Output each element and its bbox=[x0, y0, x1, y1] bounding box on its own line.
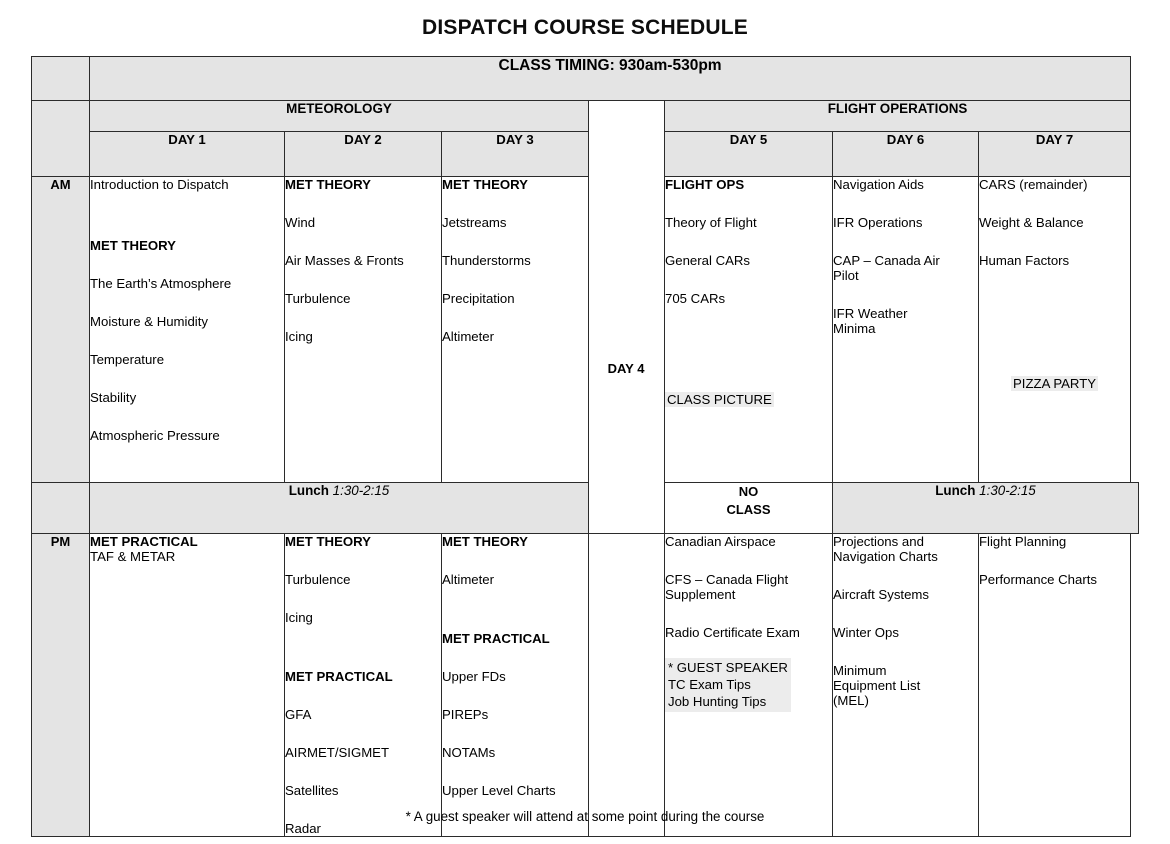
pm-day3-line-6: NOTAMs bbox=[442, 745, 496, 760]
day4-header-spacer bbox=[589, 101, 665, 534]
cell-am-day5 bbox=[665, 177, 833, 483]
cell-am-day6 bbox=[833, 177, 979, 483]
pm-day2-line-8: Radar bbox=[285, 821, 321, 836]
section-header-flight-operations: FLIGHT OPERATIONS bbox=[665, 101, 1131, 132]
am-day1-line-5: Temperature bbox=[90, 352, 165, 367]
cell-pm-day5 bbox=[665, 534, 833, 837]
am-day6-line-4: Pilot bbox=[833, 268, 859, 283]
lunch-time-met: 1:30-2:15 bbox=[332, 483, 390, 498]
pm-day1-line-1: MET PRACTICAL bbox=[90, 534, 198, 549]
row-label-am: AM bbox=[32, 177, 90, 483]
am-day2-line-5: Icing bbox=[285, 329, 313, 344]
am-day7-line-2: Weight & Balance bbox=[979, 215, 1084, 230]
am-day7-spacer bbox=[979, 268, 1130, 376]
class-timing-banner: CLASS TIMING: 930am-530pm bbox=[90, 57, 1131, 101]
cell-pm-day7 bbox=[979, 534, 1131, 837]
am-day3-line-5: Altimeter bbox=[442, 329, 495, 344]
am-day3-line-1: MET THEORY bbox=[442, 177, 528, 192]
am-day1-line-6: Stability bbox=[90, 390, 137, 405]
am-day6-line-1: Navigation Aids bbox=[833, 177, 924, 192]
pm-day5-line-5: * GUEST SPEAKER bbox=[668, 660, 788, 675]
pm-day6-line-4: Winter Ops bbox=[833, 625, 899, 640]
am-day6-line-6: Minima bbox=[833, 321, 876, 336]
am-day2-line-1: MET THEORY bbox=[285, 177, 371, 192]
corner-cell bbox=[32, 57, 90, 101]
pm-day3-line-1: MET THEORY bbox=[442, 534, 528, 549]
lunch-row bbox=[32, 483, 1139, 534]
am-day5-spacer bbox=[665, 306, 832, 392]
pm-day5-spacer bbox=[665, 640, 832, 658]
pm-day6-line-3: Aircraft Systems bbox=[833, 587, 929, 602]
am-day2-line-4: Turbulence bbox=[285, 291, 351, 306]
row-label-lunch-blank bbox=[32, 483, 90, 534]
am-day5-class-picture-wrap bbox=[665, 392, 832, 407]
page-title: DISPATCH COURSE SCHEDULE bbox=[421, 16, 749, 39]
row-label-pm: PM bbox=[32, 534, 90, 837]
am-day5-line-1: FLIGHT OPS bbox=[665, 177, 745, 192]
pm-day2-line-1: MET THEORY bbox=[285, 534, 371, 549]
pm-day5-guest-speaker-block bbox=[665, 658, 791, 712]
pm-day3-line-3: MET PRACTICAL bbox=[442, 631, 550, 646]
pm-day5-line-2: CFS – Canada Flight bbox=[665, 572, 789, 587]
lunch-word-met: Lunch bbox=[288, 483, 329, 498]
pm-day5-line-7: Job Hunting Tips bbox=[668, 694, 767, 709]
corner-cell-2 bbox=[32, 101, 90, 177]
day-header-day3: DAY 3 bbox=[442, 132, 589, 177]
cell-am-day3 bbox=[442, 177, 589, 483]
pm-day2-line-5: GFA bbox=[285, 707, 312, 722]
day4-pm-spacer bbox=[589, 534, 665, 837]
section-header-meteorology: METEOROLOGY bbox=[90, 101, 589, 132]
am-day6-line-2: IFR Operations bbox=[833, 215, 923, 230]
am-day5-line-3: General CARs bbox=[665, 253, 751, 268]
am-day1-line-3: The Earth’s Atmosphere bbox=[90, 276, 232, 291]
am-day6-line-3: CAP – Canada Air bbox=[833, 253, 940, 268]
am-day3-line-4: Precipitation bbox=[442, 291, 515, 306]
cell-am-day7 bbox=[979, 177, 1131, 483]
am-day1-spacer-1 bbox=[90, 192, 284, 215]
cell-pm-day6 bbox=[833, 534, 979, 837]
day4-no-class-line2: CLASS bbox=[726, 501, 771, 517]
day4-label: DAY 4 bbox=[607, 361, 645, 376]
am-day7-pizza-wrap bbox=[979, 376, 1130, 391]
timing-row bbox=[32, 57, 1139, 101]
pm-day5-line-3: Supplement bbox=[665, 587, 736, 602]
cell-am-day1 bbox=[90, 177, 285, 483]
lunch-time-ops: 1:30-2:15 bbox=[979, 483, 1036, 498]
pm-day1-line-2: TAF & METAR bbox=[90, 549, 176, 564]
am-day3-line-3: Thunderstorms bbox=[442, 253, 531, 268]
am-day6-line-5: IFR Weather bbox=[833, 306, 908, 321]
am-day5-line-2: Theory of Flight bbox=[665, 215, 757, 230]
am-day1-line-2: MET THEORY bbox=[90, 238, 176, 253]
am-day7-pizza-party: PIZZA PARTY bbox=[1013, 376, 1097, 391]
pm-day3-line-5: PIREPs bbox=[442, 707, 489, 722]
day4-no-class bbox=[665, 483, 833, 534]
schedule-table bbox=[31, 56, 1139, 837]
lunch-ops bbox=[833, 483, 1139, 534]
pm-day7-line-1: Flight Planning bbox=[979, 534, 1067, 549]
pm-row bbox=[32, 534, 1139, 837]
pm-day6-line-7: (MEL) bbox=[833, 693, 869, 708]
am-day5-line-4: 705 CARs bbox=[665, 291, 726, 306]
footnote: * A guest speaker will attend at some point during the course bbox=[405, 809, 765, 824]
cell-am-day2 bbox=[285, 177, 442, 483]
day-header-day5: DAY 5 bbox=[665, 132, 833, 177]
pm-day6-line-2: Navigation Charts bbox=[833, 549, 938, 564]
am-day1-spacer-2 bbox=[90, 215, 284, 238]
cell-pm-day3 bbox=[442, 534, 589, 837]
am-day2-line-2: Wind bbox=[285, 215, 316, 230]
section-header-row bbox=[32, 101, 1139, 132]
am-day1-line-1: Introduction to Dispatch bbox=[90, 177, 229, 192]
cell-pm-day2 bbox=[285, 534, 442, 837]
pm-day6-line-6: Equipment List bbox=[833, 678, 921, 693]
pm-day2-line-3: Icing bbox=[285, 610, 313, 625]
am-day1-line-7: Atmospheric Pressure bbox=[90, 428, 220, 443]
pm-day3-line-4: Upper FDs bbox=[442, 669, 506, 684]
day-header-day6: DAY 6 bbox=[833, 132, 979, 177]
day-header-day2: DAY 2 bbox=[285, 132, 442, 177]
lunch-word-ops: Lunch bbox=[935, 483, 976, 498]
pm-day6-line-1: Projections and bbox=[833, 534, 924, 549]
pm-day7-line-2: Performance Charts bbox=[979, 572, 1097, 587]
am-day1-line-4: Moisture & Humidity bbox=[90, 314, 208, 329]
am-day2-line-3: Air Masses & Fronts bbox=[285, 253, 404, 268]
day-header-row bbox=[32, 132, 1139, 177]
pm-day3-line-2: Altimeter bbox=[442, 572, 495, 587]
day4-no-class-line1: NO bbox=[738, 484, 759, 499]
am-day7-line-1: CARS (remainder) bbox=[979, 177, 1088, 192]
pm-day5-line-1: Canadian Airspace bbox=[665, 534, 776, 549]
am-day7-line-3: Human Factors bbox=[979, 253, 1070, 268]
am-day3-line-2: Jetstreams bbox=[442, 215, 507, 230]
pm-day2-line-6: AIRMET/SIGMET bbox=[285, 745, 390, 760]
am-day5-class-picture: CLASS PICTURE bbox=[667, 392, 772, 407]
day-header-day1: DAY 1 bbox=[90, 132, 285, 177]
pm-day3-line-7: Upper Level Charts bbox=[442, 783, 556, 798]
lunch-met bbox=[90, 483, 589, 534]
pm-day5-line-6: TC Exam Tips bbox=[668, 677, 751, 692]
am-row bbox=[32, 177, 1139, 483]
cell-pm-day1 bbox=[90, 534, 285, 837]
day-header-day7: DAY 7 bbox=[979, 132, 1131, 177]
pm-day5-line-4: Radio Certificate Exam bbox=[665, 625, 800, 640]
pm-day2-line-4: MET PRACTICAL bbox=[285, 669, 393, 684]
pm-day6-line-5: Minimum bbox=[833, 663, 887, 678]
pm-day2-line-7: Satellites bbox=[285, 783, 339, 798]
pm-day2-line-2: Turbulence bbox=[285, 572, 351, 587]
